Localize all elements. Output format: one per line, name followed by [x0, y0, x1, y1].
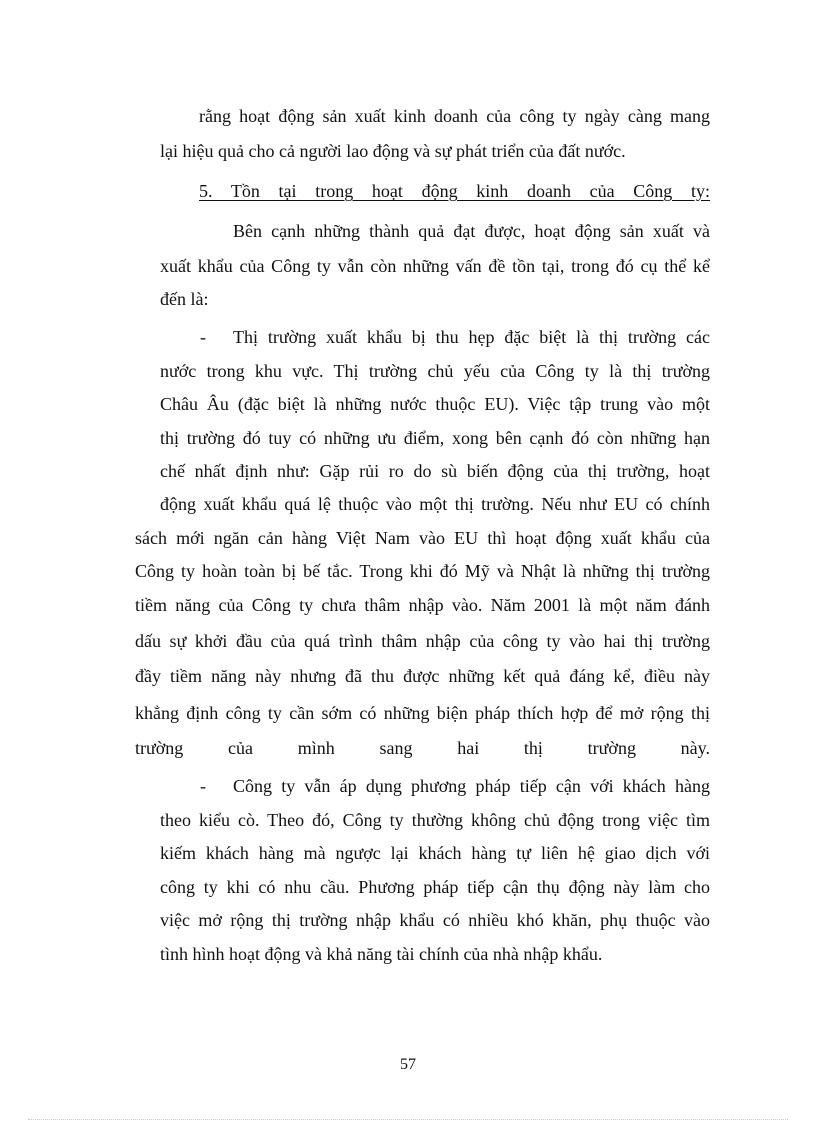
bullet-2-line-5: việc mở rộng thị trường nhập khẩu có nhiều khó khăn, phụ thuộc vào [160, 910, 710, 930]
bullet-1-line-4: thị trường đó tuy có những ưu điểm, xong bên cạnh đó còn những hạn [160, 428, 710, 448]
bullet-1-cont-line-1: sách mới ngăn cản hàng Việt Nam vào EU thì hoạt động xuất khẩu của [135, 528, 710, 548]
bullet-1-line-3: Châu Âu (đặc biệt là những nước thuộc EU). Việc tập trung vào một [160, 394, 710, 414]
bullet-1-line-2: nước trong khu vực. Thị trường chủ yếu của Công ty là thị trường [160, 361, 710, 381]
bullet-2-line-3: kiếm khách hàng mà ngược lại khách hàng tự liên hệ giao dịch với [160, 843, 710, 863]
bullet-1-line-5: chế nhất định như: Gặp rủi ro do sù biến động của thị trường, hoạt [160, 461, 710, 481]
section-heading: 5. Tồn tại trong hoạt động kinh doanh của Công ty: [199, 181, 710, 201]
bullet-1-cont-line-4: dấu sự khởi đầu của quá trình thâm nhập của công ty vào hai thị trường [135, 631, 710, 651]
bullet-1-cont-line-7: trường của mình sang hai thị trường này. [135, 738, 710, 758]
paragraph-1-line-2: lại hiệu quả cho cả người lao động và sự phát triển của đất nước. [160, 141, 626, 161]
intro-line-3: đến là: [160, 289, 209, 309]
bullet-marker-2: - [200, 776, 206, 796]
intro-line-1: Bên cạnh những thành quả đạt được, hoạt động sản xuất và [233, 221, 710, 241]
bullet-2-line-2: theo kiểu cò. Theo đó, Công ty thường không chủ động trong việc tìm [160, 810, 710, 830]
paragraph-1-line-1: rằng hoạt động sản xuất kinh doanh của công ty ngày càng mang [199, 106, 710, 126]
bullet-2-line-1: Công ty vẫn áp dụng phương pháp tiếp cận với khách hàng [233, 776, 710, 796]
bullet-1-cont-line-3: tiềm năng của Công ty chưa thâm nhập vào. Năm 2001 là một năm đánh [135, 595, 710, 615]
bullet-marker-1: - [200, 327, 206, 347]
bullet-1-line-6: động xuất khẩu quá lệ thuộc vào một thị trường. Nếu như EU có chính [160, 494, 710, 514]
page-number: 57 [400, 1056, 416, 1073]
page-bottom-divider [28, 1119, 788, 1120]
bullet-1-cont-line-6: khẳng định công ty cần sớm có những biện pháp thích hợp để mở rộng thị [135, 703, 710, 723]
bullet-1-cont-line-5: đầy tiềm năng này nhưng đã thu được những kết quả đáng kể, điều này [135, 666, 710, 686]
bullet-2-line-6: tình hình hoạt động và khả năng tài chính của nhà nhập khẩu. [160, 944, 603, 964]
intro-line-2: xuất khẩu của Công ty vẫn còn những vấn đề tồn tại, trong đó cụ thể kể [160, 256, 710, 276]
bullet-2-line-4: công ty khi có nhu cầu. Phương pháp tiếp cận thụ động này làm cho [160, 877, 710, 897]
bullet-1-line-1: Thị trường xuất khẩu bị thu hẹp đặc biệt là thị trường các [233, 327, 710, 347]
bullet-1-cont-line-2: Công ty hoàn toàn bị bế tắc. Trong khi đó Mỹ và Nhật là những thị trường [135, 561, 710, 581]
